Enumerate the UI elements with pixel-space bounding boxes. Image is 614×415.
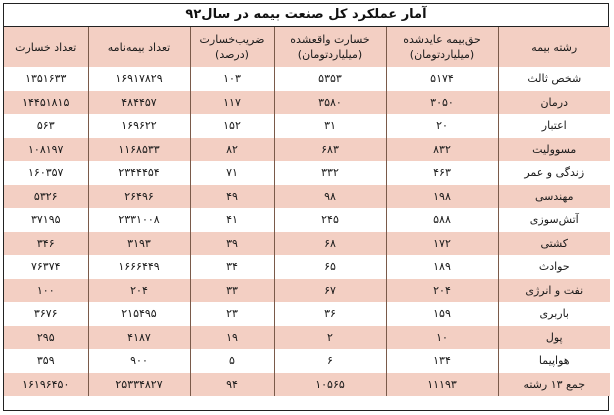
cell-incurred-loss: ۳۶ — [274, 302, 386, 326]
header-earned-premium: حق‌بیمه عایدشده (میلیاردتومان) — [386, 27, 498, 67]
table-row — [4, 208, 610, 232]
cell-claim-count: ۵۳۲۶ — [4, 185, 88, 209]
cell-loss-ratio: ۱۰۳ — [190, 67, 274, 91]
table-row — [4, 114, 610, 138]
table-row — [4, 185, 610, 209]
cell-policy-count: ۹۰۰ — [88, 349, 190, 373]
cell-loss-ratio: ۸۲ — [190, 138, 274, 162]
cell-policy-count: ۴۸۴۴۵۷ — [88, 91, 190, 115]
cell-policy-count: ۱۶۶۶۴۴۹ — [88, 255, 190, 279]
cell-policy-count: ۱۶۹۱۷۸۲۹ — [88, 67, 190, 91]
cell-incurred-loss: ۹۸ — [274, 185, 386, 209]
cell-incurred-loss: ۶۵ — [274, 255, 386, 279]
cell-claim-count: ۵۶۳ — [4, 114, 88, 138]
cell-policy-count: ۲۱۵۴۹۵ — [88, 302, 190, 326]
cell-loss-ratio: ۱۵۲ — [190, 114, 274, 138]
table-row — [4, 326, 610, 350]
table-row — [4, 232, 610, 256]
cell-policy-count: ۲۵۳۳۴۸۲۷ — [88, 373, 190, 397]
cell-insurance-line: باربری — [498, 302, 610, 326]
header-policy-count: تعداد بیمه‌نامه — [88, 27, 190, 67]
cell-insurance-line: شخص ثالث — [498, 67, 610, 91]
cell-loss-ratio: ۲۳ — [190, 302, 274, 326]
table-body — [4, 67, 610, 396]
cell-incurred-loss: ۵۳۵۳ — [274, 67, 386, 91]
cell-loss-ratio: ۳۳ — [190, 279, 274, 303]
cell-incurred-loss: ۲۴۵ — [274, 208, 386, 232]
cell-loss-ratio: ۹۴ — [190, 373, 274, 397]
cell-policy-count: ۴۱۸۷ — [88, 326, 190, 350]
cell-incurred-loss: ۳۱ — [274, 114, 386, 138]
cell-loss-ratio: ۳۹ — [190, 232, 274, 256]
cell-incurred-loss: ۶۷ — [274, 279, 386, 303]
cell-incurred-loss: ۶۸ — [274, 232, 386, 256]
cell-loss-ratio: ۴۱ — [190, 208, 274, 232]
header-claim-count: تعداد خسارت — [4, 27, 88, 67]
cell-insurance-line: نفت و انرژی — [498, 279, 610, 303]
cell-claim-count: ۱۰۸۱۹۷ — [4, 138, 88, 162]
cell-insurance-line: پول — [498, 326, 610, 350]
table-title: آمار عملکرد کل صنعت بیمه در سال۹۲ — [4, 4, 608, 27]
cell-earned-premium: ۲۰۴ — [386, 279, 498, 303]
table-row — [4, 138, 610, 162]
cell-policy-count: ۲۶۴۹۶ — [88, 185, 190, 209]
cell-earned-premium: ۲۰ — [386, 114, 498, 138]
cell-claim-count: ۳۷۱۹۵ — [4, 208, 88, 232]
cell-earned-premium: ۱۸۹ — [386, 255, 498, 279]
cell-claim-count: ۳۶۷۶ — [4, 302, 88, 326]
table-row — [4, 279, 610, 303]
cell-insurance-line: کشتی — [498, 232, 610, 256]
cell-earned-premium: ۵۸۸ — [386, 208, 498, 232]
cell-earned-premium: ۱۵۹ — [386, 302, 498, 326]
insurance-stats-table — [4, 27, 610, 396]
cell-incurred-loss: ۶۸۳ — [274, 138, 386, 162]
cell-insurance-line: حوادث — [498, 255, 610, 279]
header-insurance-line: رشته بیمه — [498, 27, 610, 67]
cell-incurred-loss: ۲ — [274, 326, 386, 350]
cell-claim-count: ۳۵۹ — [4, 349, 88, 373]
cell-insurance-line: زندگی و عمر — [498, 161, 610, 185]
cell-policy-count: ۲۳۴۴۴۵۴ — [88, 161, 190, 185]
cell-insurance-line: جمع ۱۳ رشته — [498, 373, 610, 397]
cell-earned-premium: ۱۰ — [386, 326, 498, 350]
cell-insurance-line: هواپیما — [498, 349, 610, 373]
cell-policy-count: ۱۱۶۸۵۳۳ — [88, 138, 190, 162]
cell-earned-premium: ۱۹۸ — [386, 185, 498, 209]
cell-incurred-loss: ۱۰۵۶۵ — [274, 373, 386, 397]
cell-loss-ratio: ۱۱۷ — [190, 91, 274, 115]
cell-earned-premium: ۵۱۷۴ — [386, 67, 498, 91]
cell-claim-count: ۱۰۰ — [4, 279, 88, 303]
cell-incurred-loss: ۳۳۲ — [274, 161, 386, 185]
cell-loss-ratio: ۴۹ — [190, 185, 274, 209]
cell-policy-count: ۲۰۴ — [88, 279, 190, 303]
cell-loss-ratio: ۱۹ — [190, 326, 274, 350]
cell-loss-ratio: ۵ — [190, 349, 274, 373]
table-row — [4, 91, 610, 115]
cell-incurred-loss: ۳۵۸۰ — [274, 91, 386, 115]
cell-earned-premium: ۸۳۲ — [386, 138, 498, 162]
cell-claim-count: ۷۶۳۷۴ — [4, 255, 88, 279]
cell-earned-premium: ۳۰۵۰ — [386, 91, 498, 115]
table-row — [4, 373, 610, 397]
cell-insurance-line: درمان — [498, 91, 610, 115]
table-header-row — [4, 27, 610, 67]
cell-policy-count: ۱۶۹۶۲۲ — [88, 114, 190, 138]
header-loss-ratio: ضریب‌خسارت (درصد) — [190, 27, 274, 67]
cell-policy-count: ۳۱۹۳ — [88, 232, 190, 256]
table-row — [4, 67, 610, 91]
table-row — [4, 302, 610, 326]
cell-earned-premium: ۱۱۱۹۳ — [386, 373, 498, 397]
cell-claim-count: ۱۳۵۱۶۳۳ — [4, 67, 88, 91]
cell-earned-premium: ۱۳۴ — [386, 349, 498, 373]
cell-claim-count: ۱۶۱۹۶۴۵۰ — [4, 373, 88, 397]
cell-incurred-loss: ۶ — [274, 349, 386, 373]
cell-insurance-line: مهندسی — [498, 185, 610, 209]
cell-claim-count: ۱۶۰۳۵۷ — [4, 161, 88, 185]
cell-insurance-line: اعتبار — [498, 114, 610, 138]
header-incurred-loss: خسارت واقعشده (میلیاردتومان) — [274, 27, 386, 67]
table-row — [4, 349, 610, 373]
cell-insurance-line: آتش‌سوزی — [498, 208, 610, 232]
table-row — [4, 161, 610, 185]
insurance-stats-table-panel — [3, 3, 609, 411]
cell-earned-premium: ۱۷۲ — [386, 232, 498, 256]
cell-claim-count: ۱۴۴۵۱۸۱۵ — [4, 91, 88, 115]
cell-loss-ratio: ۳۴ — [190, 255, 274, 279]
cell-policy-count: ۲۳۳۱۰۰۸ — [88, 208, 190, 232]
cell-earned-premium: ۴۶۳ — [386, 161, 498, 185]
table-row — [4, 255, 610, 279]
cell-insurance-line: مسوولیت — [498, 138, 610, 162]
cell-claim-count: ۲۹۵ — [4, 326, 88, 350]
cell-claim-count: ۳۴۶ — [4, 232, 88, 256]
cell-loss-ratio: ۷۱ — [190, 161, 274, 185]
